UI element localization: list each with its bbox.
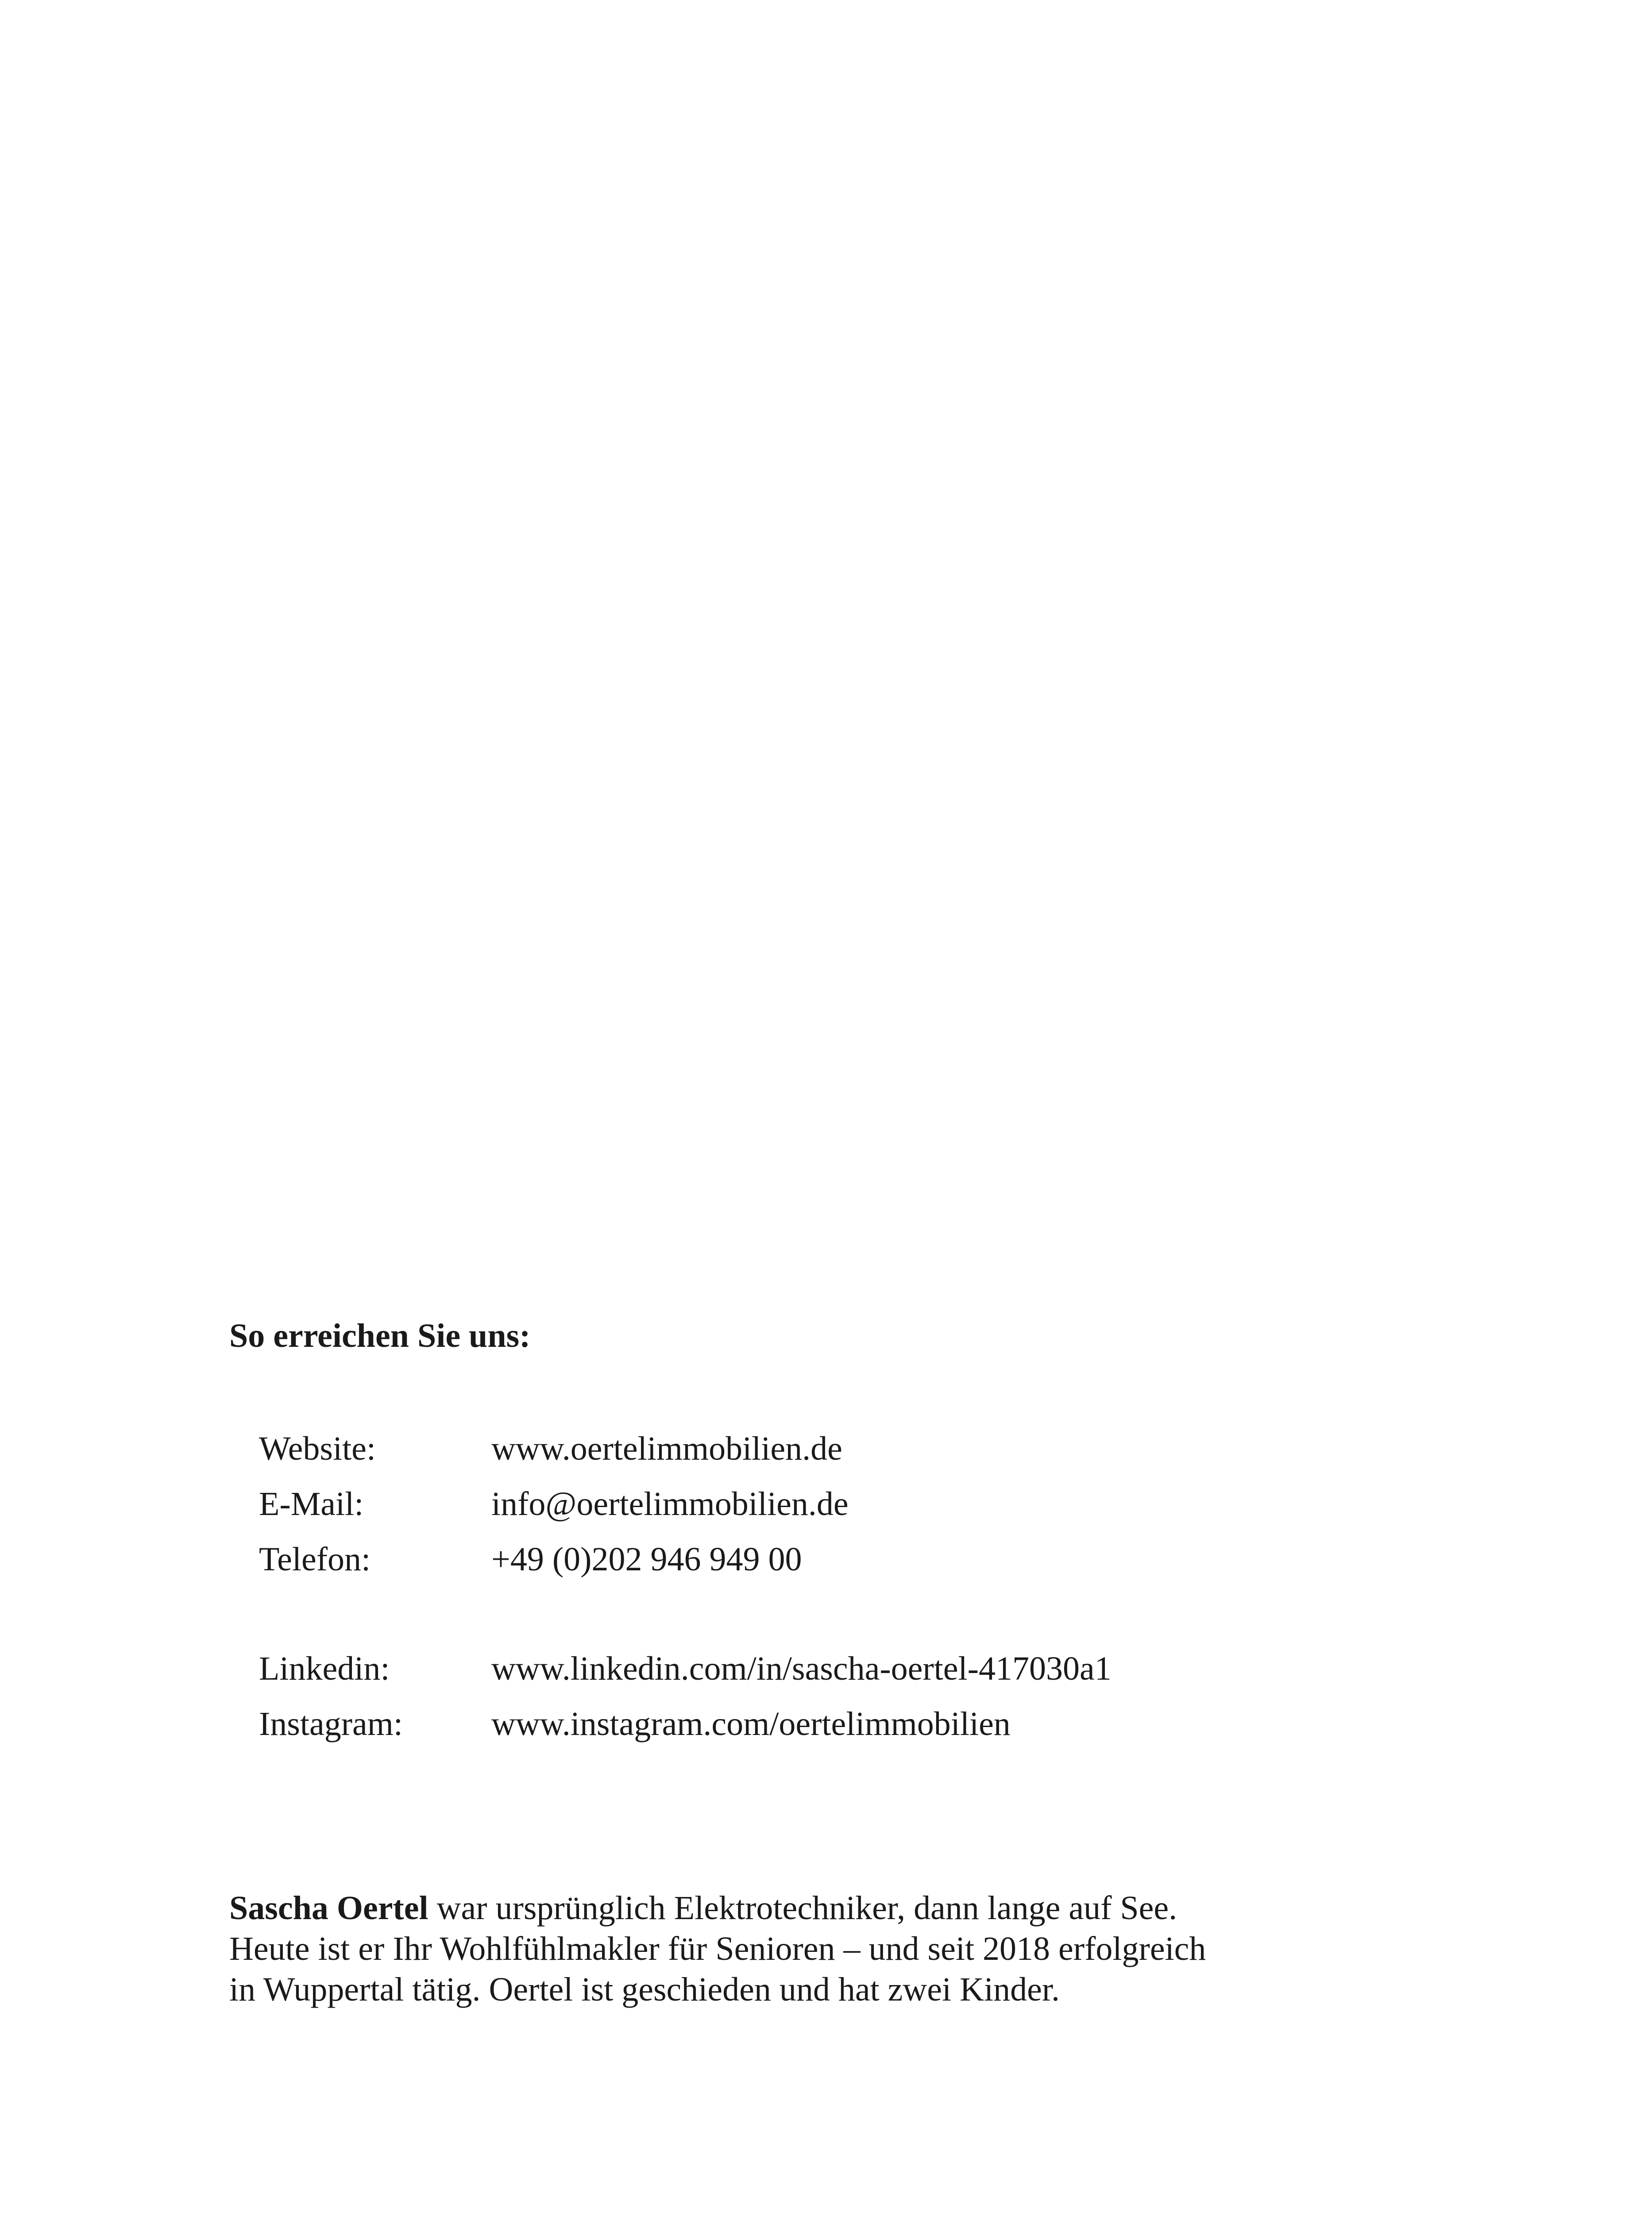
linkedin-value: www.linkedin.com/in/sascha-oertel-417030a1 — [491, 1650, 1112, 1687]
email-label: E-Mail: — [259, 1485, 364, 1523]
instagram-value: www.instagram.com/oertelimmobilien — [491, 1705, 1011, 1743]
bio-line-1 — [229, 1888, 1336, 1928]
bio-line-3: in Wuppertal tätig. Oertel ist geschieden und hat zwei Kinder. — [229, 1971, 1060, 2008]
bio-line-1-text: war ursprünglich Elektrotechniker, dann lange auf See. — [428, 1889, 1177, 1927]
linkedin-label: Linkedin: — [259, 1650, 390, 1687]
author-name: Sascha Oertel — [229, 1889, 428, 1927]
contact-heading: So erreichen Sie uns: — [229, 1317, 531, 1354]
author-bio — [229, 1888, 1336, 2010]
instagram-label: Instagram: — [259, 1705, 403, 1743]
website-value: www.oertelimmobilien.de — [491, 1430, 842, 1467]
phone-value: +49 (0)202 946 949 00 — [491, 1541, 802, 1578]
website-label: Website: — [259, 1430, 376, 1467]
bio-line-2: Heute ist er Ihr Wohlfühlmakler für Senioren – und seit 2018 erfolgreich — [229, 1930, 1206, 1967]
phone-label: Telefon: — [259, 1541, 371, 1578]
email-value: info@oertelimmobilien.de — [491, 1485, 849, 1523]
